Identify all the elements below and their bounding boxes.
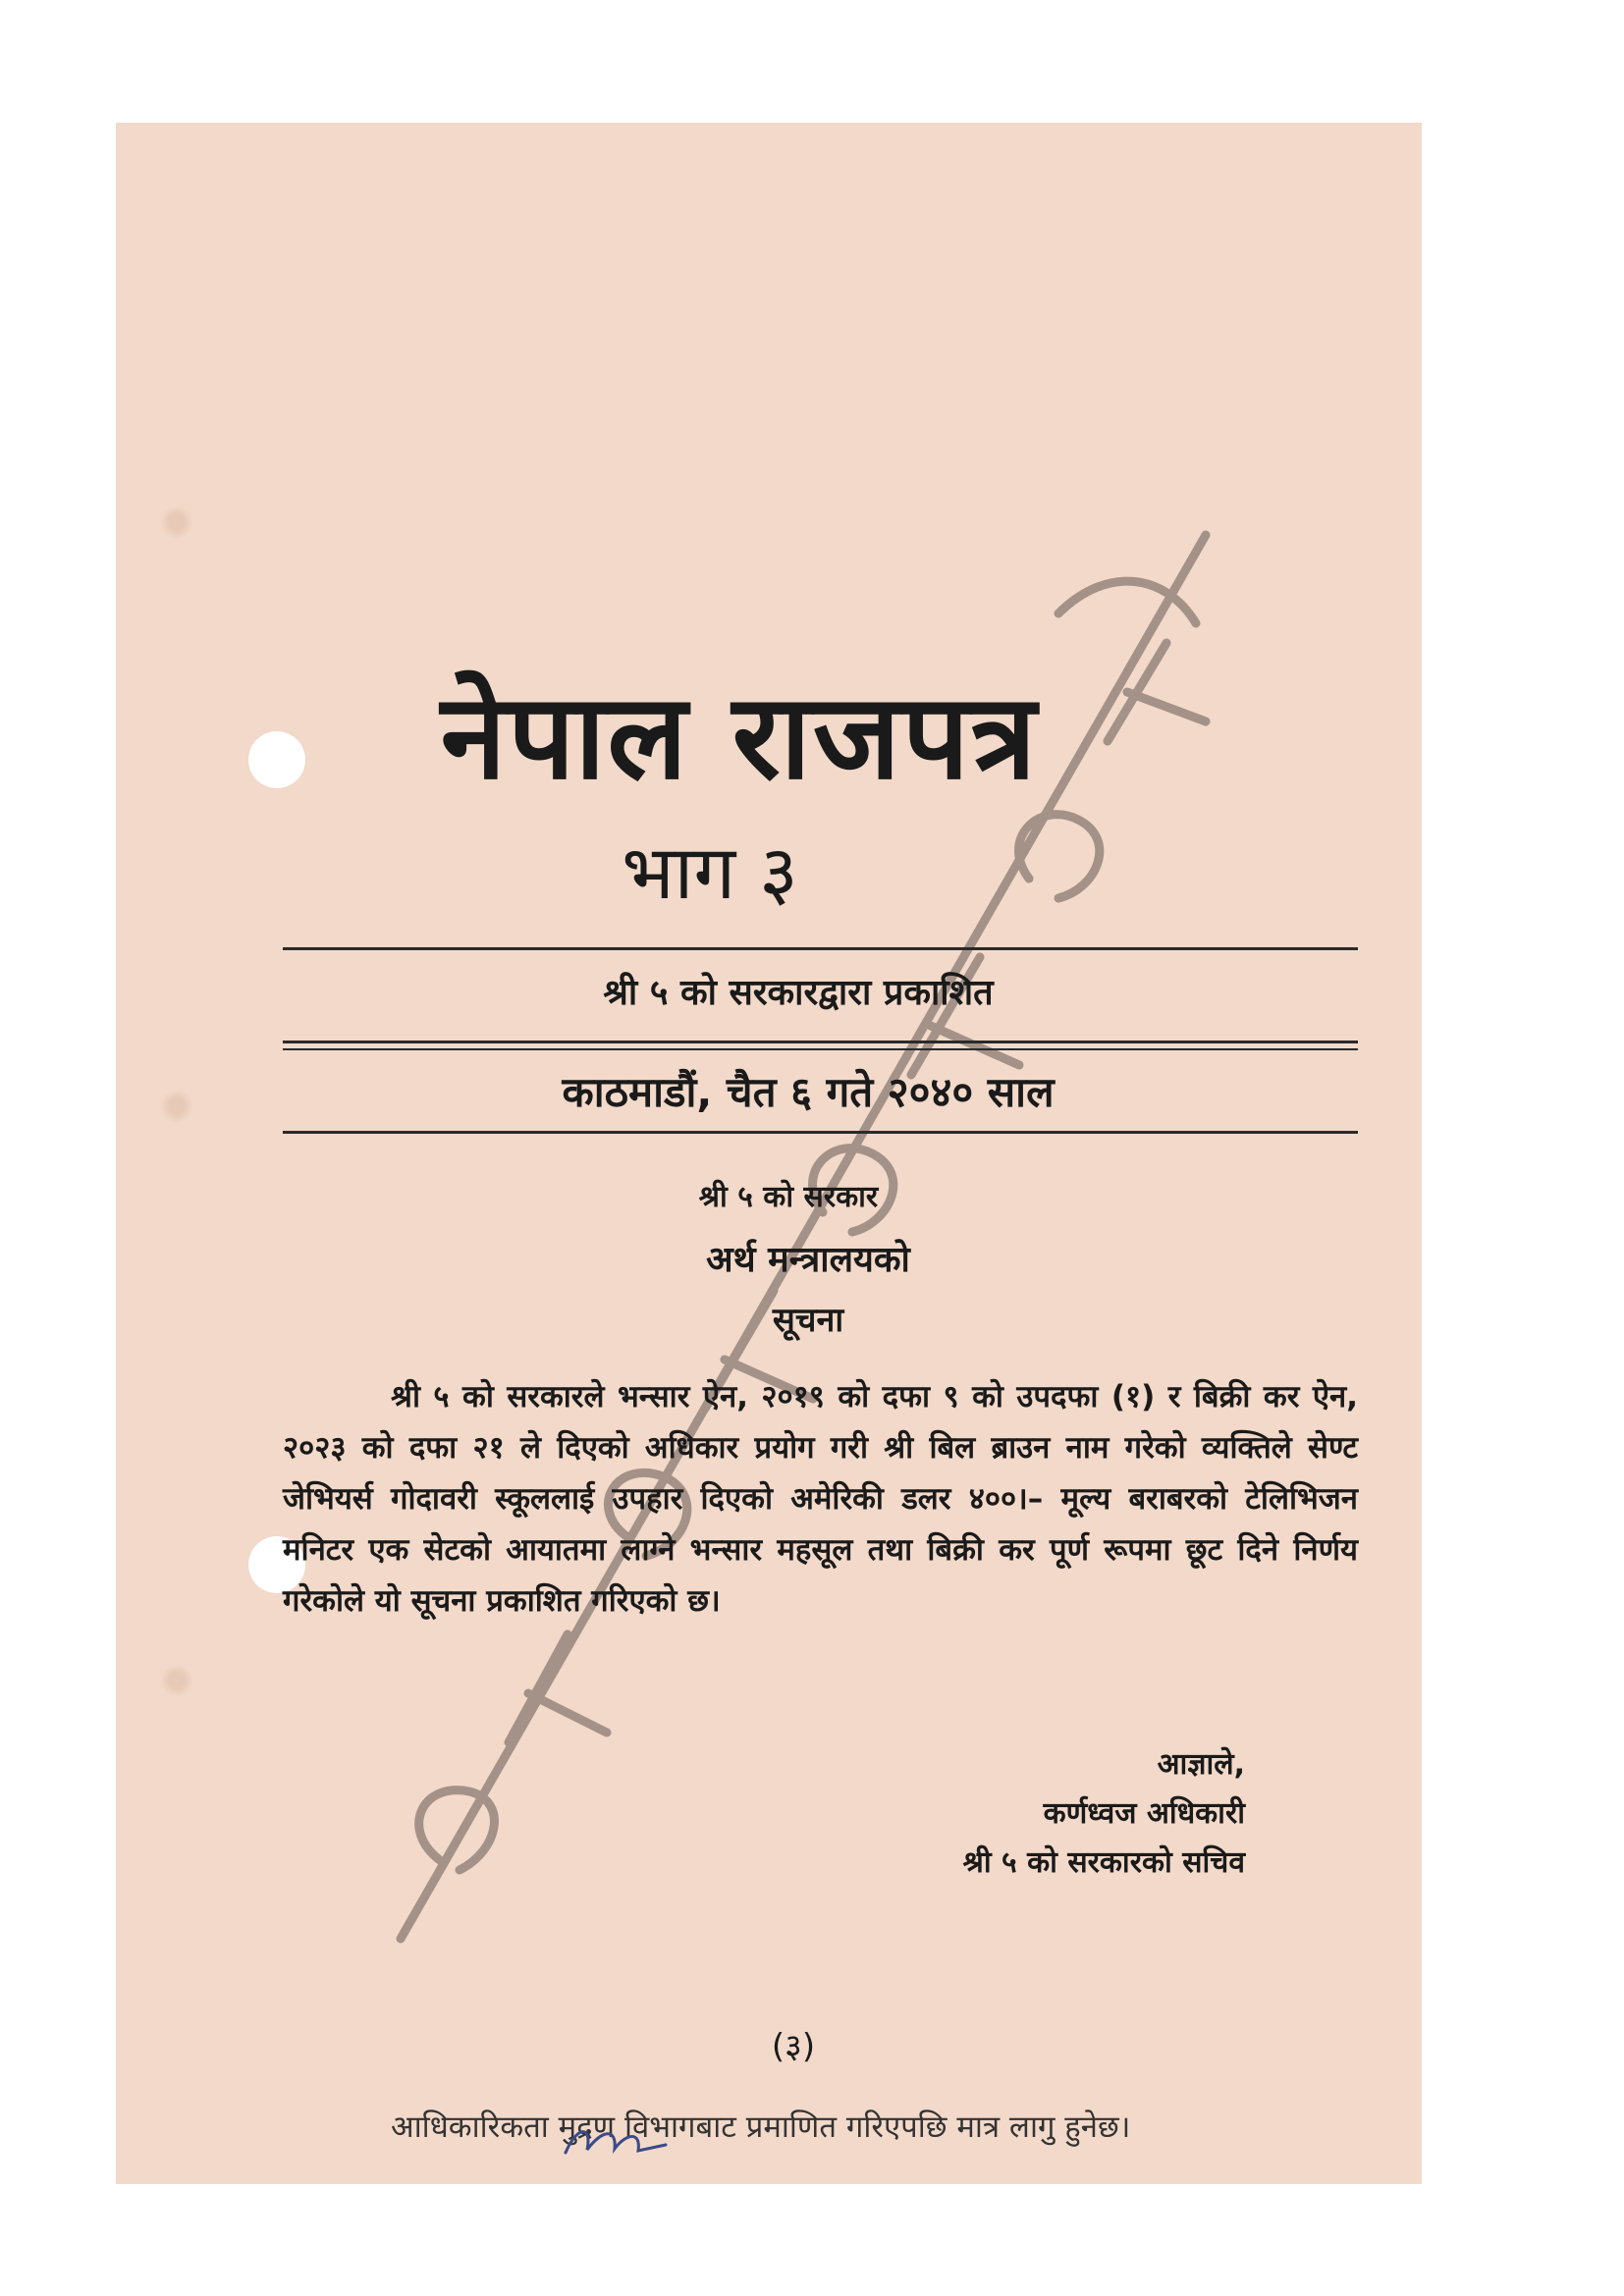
handwritten-initials xyxy=(558,2115,676,2164)
signatory-designation: श्री ५ को सरकारको सचिव xyxy=(962,1845,1245,1880)
published-by: श्री ५ को सरकारद्वारा प्रकाशित xyxy=(603,973,994,1013)
signature-by-order: आज्ञाले, xyxy=(1157,1747,1245,1782)
gazette-dateline: काठमाडौं, चैत ६ गते २०४० साल xyxy=(562,1068,1055,1116)
paper-crease-mark xyxy=(160,506,193,539)
gazette-part: भाग ३ xyxy=(622,828,798,916)
footer-note: आधिकारिकता मुद्रण विभागबाट प्रमाणित गरिएपछि मात्र लागु हुनेछ। xyxy=(391,2109,1131,2145)
gazette-page xyxy=(116,123,1422,2184)
divider-rule xyxy=(283,1131,1358,1134)
notice-body: श्री ५ को सरकारले भन्सार ऐन, २०१९ को दफा ९ को उपदफा (१) र बिक्री कर ऐन, २०२३ को दफा २१ ले दिएको अधिकार प्रयोग गरी श्री बिल ब्राउन नाम गरेको व्यक्तिले सेण्ट जेभियर्स गोदावरी स्कूललाई उपहार दिएको अमेरिकी डलर ४००।– मूल्य बराबरको टेलिभिजन मनिटर एक सेटको आयातमा लाग्ने भन्सार महसूल तथा बिक्री कर पूर्ण रूपमा छूट दिने निर्णय गरेकोले यो सूचना प्रकाशित गरिएको छ। xyxy=(283,1379,1358,1619)
paper-crease-mark xyxy=(160,1664,193,1697)
divider-rule xyxy=(283,947,1358,950)
gazette-title: नेपाल राजपत्र xyxy=(440,669,1039,806)
signatory-name: कर्णध्वज अधिकारी xyxy=(1043,1796,1245,1831)
notice-heading: सूचना xyxy=(772,1301,844,1340)
divider-rule xyxy=(283,1041,1358,1043)
notice-government: श्री ५ को सरकार xyxy=(698,1180,879,1214)
page-number: (३) xyxy=(771,2027,816,2066)
notice-ministry: अर्थ मन्त्रालयको xyxy=(706,1240,910,1280)
divider-rule xyxy=(283,1048,1358,1050)
